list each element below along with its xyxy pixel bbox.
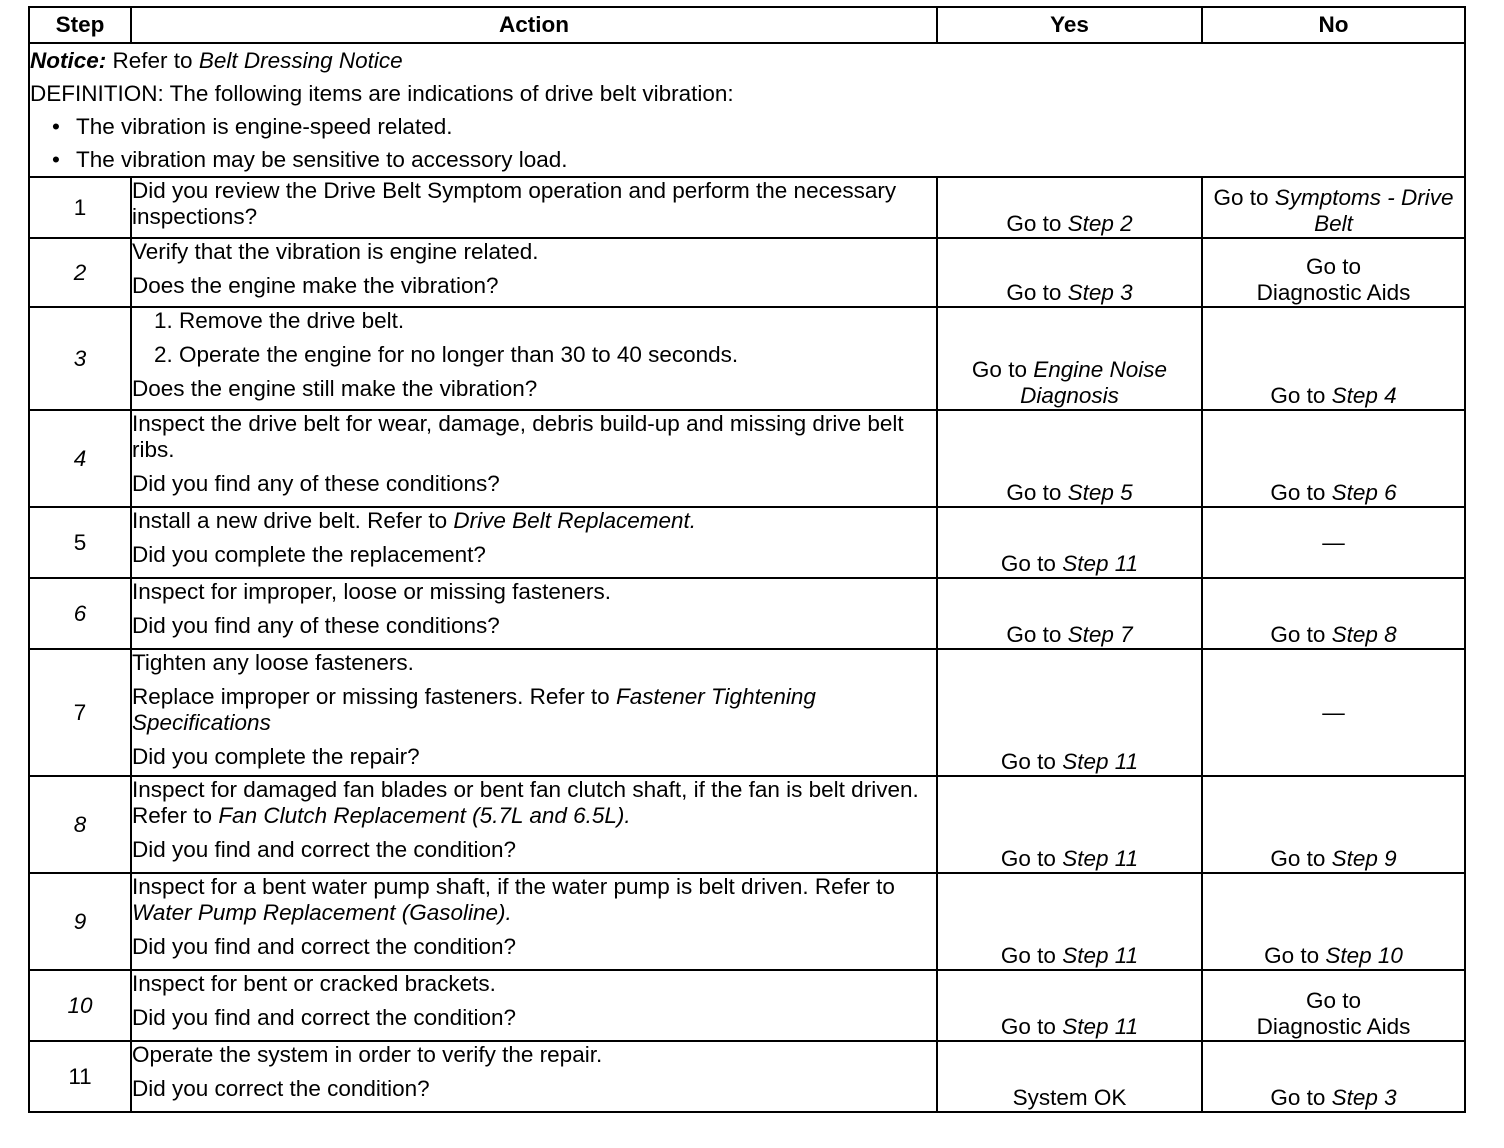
header-yes: Yes [937, 7, 1202, 43]
action-text: Did you review the Drive Belt Symptom operation and perform the necessary inspections? [132, 178, 897, 229]
no-step-ref: Symptoms - Drive Belt [1274, 185, 1454, 236]
yes-cell: Go to Step 11 [937, 873, 1202, 970]
no-cell: Go to Step 3 [1202, 1041, 1465, 1112]
no-cell: Go to Symptoms - Drive Belt [1202, 177, 1465, 238]
yes-step-ref: Step 2 [1067, 211, 1133, 236]
no-cell: — [1202, 507, 1465, 578]
no-cell: Go to Diagnostic Aids [1202, 238, 1465, 307]
diagnostic-table [28, 6, 1466, 1113]
step-number: 9 [29, 873, 131, 970]
no-step-ref: Step 8 [1331, 622, 1397, 647]
step-row-10 [29, 970, 1465, 1041]
action-text: Operate the system in order to verify the repair. [132, 1042, 603, 1067]
action-ref: Water Pump Replacement (Gasoline). [132, 900, 512, 925]
yes-cell: Go to Engine Noise Diagnosis [937, 307, 1202, 410]
action-question: Did you correct the condition? [132, 1076, 430, 1101]
action-question: Did you find and correct the condition? [132, 934, 516, 959]
step-row-8 [29, 776, 1465, 873]
yes-cell: Go to Step 2 [937, 177, 1202, 238]
notice-cell [29, 43, 1465, 177]
no-cell: Go to Step 8 [1202, 578, 1465, 649]
action-text: Inspect the drive belt for wear, damage, debris build-up and missing drive belt ribs. [132, 411, 904, 462]
action-question: Did you find any of these conditions? [132, 471, 500, 496]
no-step-ref: Step 9 [1331, 846, 1397, 871]
action-cell [131, 307, 937, 410]
action-cell [131, 177, 937, 238]
no-step-ref: Step 10 [1325, 943, 1403, 968]
step-number: 11 [29, 1041, 131, 1112]
action-text: Replace improper or missing fasteners. Refer to Fastener Tightening Specifications [132, 684, 816, 735]
yes-step-ref: Step 11 [1062, 749, 1139, 774]
action-ref: Fan Clutch Replacement (5.7L and 6.5L). [218, 803, 631, 828]
action-list-item: 1. Remove the drive belt. [154, 308, 405, 333]
yes-step-ref: Step 11 [1062, 846, 1139, 871]
action-text: Install a new drive belt. Refer to Drive Belt Replacement. [132, 508, 697, 533]
step-row-3 [29, 307, 1465, 410]
no-cell: Go to Step 9 [1202, 776, 1465, 873]
yes-cell: Go to Step 11 [937, 970, 1202, 1041]
no-cell: Go to Step 6 [1202, 410, 1465, 507]
step-number: 1 [29, 177, 131, 238]
action-cell [131, 238, 937, 307]
action-text: Tighten any loose fasteners. [132, 650, 414, 675]
definition-bullet: • The vibration may be sensitive to accessory load. [52, 147, 568, 172]
no-step-ref: Step 4 [1331, 383, 1397, 408]
notice-label: Notice: [30, 48, 107, 73]
action-cell [131, 578, 937, 649]
action-cell [131, 649, 937, 776]
step-number: 8 [29, 776, 131, 873]
no-cell: Go to Step 10 [1202, 873, 1465, 970]
action-text: Inspect for bent or cracked brackets. [132, 971, 496, 996]
action-cell [131, 970, 937, 1041]
action-text: Inspect for damaged fan blades or bent fan clutch shaft, if the fan is belt driven. Refer to Fan Clutch Replacement (5.7L and 6.5L). [132, 777, 919, 828]
header-action: Action [131, 7, 937, 43]
no-step-ref: Step 6 [1331, 480, 1397, 505]
yes-step-ref: Step 11 [1062, 551, 1139, 576]
notice-ref: Belt Dressing Notice [198, 48, 403, 73]
yes-step-ref: Step 7 [1067, 622, 1133, 647]
step-number: 7 [29, 649, 131, 776]
action-question: Did you find and correct the condition? [132, 1005, 516, 1030]
step-row-5 [29, 507, 1465, 578]
no-cell: Go to Step 4 [1202, 307, 1465, 410]
action-list-item: 2. Operate the engine for no longer than 30 to 40 seconds. [154, 342, 739, 367]
action-text: Verify that the vibration is engine related. [132, 239, 539, 264]
action-ref: Fastener Tightening Specifications [132, 684, 816, 735]
yes-cell: Go to Step 5 [937, 410, 1202, 507]
step-row-2 [29, 238, 1465, 307]
step-number: 2 [29, 238, 131, 307]
header-row [29, 7, 1465, 43]
step-number: 4 [29, 410, 131, 507]
action-question: Did you find and correct the condition? [132, 837, 516, 862]
no-cell: — [1202, 649, 1465, 776]
action-cell [131, 1041, 937, 1112]
header-step: Step [29, 7, 131, 43]
notice-line [30, 44, 1464, 77]
definition-bullet: • The vibration is engine-speed related. [52, 114, 453, 139]
yes-cell: Go to Step 3 [937, 238, 1202, 307]
step-number: 6 [29, 578, 131, 649]
action-text: Inspect for improper, loose or missing fasteners. [132, 579, 611, 604]
no-cell: Go to Diagnostic Aids [1202, 970, 1465, 1041]
action-cell [131, 507, 937, 578]
step-row-7 [29, 649, 1465, 776]
step-row-4 [29, 410, 1465, 507]
notice-row [29, 43, 1465, 177]
step-row-9 [29, 873, 1465, 970]
action-question: Did you complete the replacement? [132, 542, 486, 567]
yes-step-ref: Step 3 [1067, 280, 1133, 305]
yes-cell: System OK [937, 1041, 1202, 1112]
yes-step-ref: Step 5 [1067, 480, 1133, 505]
action-question: Does the engine make the vibration? [132, 273, 499, 298]
action-ref: Drive Belt Replacement. [453, 508, 697, 533]
yes-cell: Go to Step 11 [937, 776, 1202, 873]
notice-text: Refer to [112, 48, 193, 73]
step-row-11 [29, 1041, 1465, 1112]
action-question: Does the engine still make the vibration? [132, 376, 538, 401]
action-question: Did you find any of these conditions? [132, 613, 500, 638]
action-question: Did you complete the repair? [132, 744, 420, 769]
action-text: Inspect for a bent water pump shaft, if the water pump is belt driven. Refer to Water Pump Replacement (Gasoline). [132, 874, 895, 925]
step-row-1 [29, 177, 1465, 238]
yes-step-ref: Step 11 [1062, 1014, 1139, 1039]
no-step-ref: Step 3 [1331, 1085, 1397, 1110]
action-cell [131, 873, 937, 970]
step-number: 5 [29, 507, 131, 578]
step-number: 10 [29, 970, 131, 1041]
action-cell [131, 776, 937, 873]
action-cell [131, 410, 937, 507]
step-row-6 [29, 578, 1465, 649]
yes-cell: Go to Step 11 [937, 507, 1202, 578]
yes-step-ref: Step 11 [1062, 943, 1139, 968]
yes-step-ref: Engine Noise Diagnosis [1020, 357, 1168, 408]
definition-text: DEFINITION: The following items are indications of drive belt vibration: [30, 81, 734, 106]
header-no: No [1202, 7, 1465, 43]
yes-cell: Go to Step 11 [937, 649, 1202, 776]
step-number: 3 [29, 307, 131, 410]
yes-cell: Go to Step 7 [937, 578, 1202, 649]
